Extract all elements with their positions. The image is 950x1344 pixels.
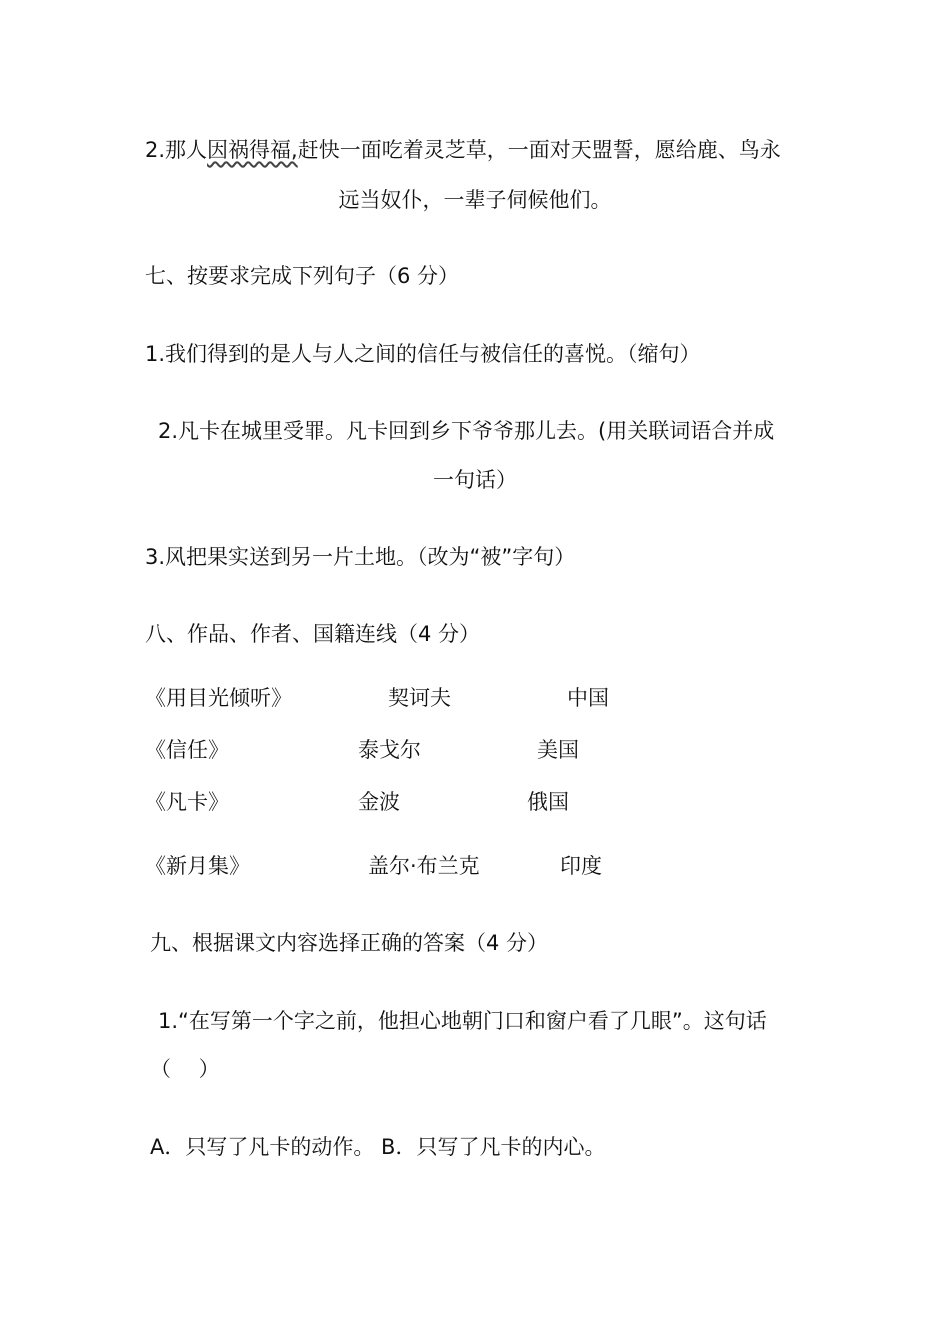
q7-item2-line2: 一句话） xyxy=(433,468,517,492)
q8-country: 俄国 xyxy=(527,790,569,814)
q9-item1-answer-blank: （ ） xyxy=(150,1057,220,1081)
q6-item2-post: 赶快一面吃着灵芝草，一面对天盟誓，愿给鹿、鸟永 xyxy=(297,138,781,162)
q8-work: 《凡卡》 xyxy=(145,790,229,814)
q8-work: 《信任》 xyxy=(145,738,229,762)
q7-heading: 七、按要求完成下列句子（6 分） xyxy=(145,264,460,288)
q8-heading: 八、作品、作者、国籍连线（4 分） xyxy=(145,622,481,646)
q6-item2-number: 2. xyxy=(145,138,166,162)
q8-author: 金波 xyxy=(358,790,400,814)
q7-item3: 3.风把果实送到另一片土地。（改为“被”字句） xyxy=(145,545,576,569)
q6-item2-pre: 那人 xyxy=(165,138,208,162)
q7-item1: 1.我们得到的是人与人之间的信任与被信任的喜悦。（缩句） xyxy=(145,342,701,366)
q6-item2-line1 xyxy=(145,136,781,164)
q9-heading: 九、根据课文内容选择正确的答案（4 分） xyxy=(150,931,549,955)
q6-item2-underlined-phrase: 因祸得福, xyxy=(207,138,298,162)
q7-item2-line1: 2.凡卡在城里受罪。凡卡回到乡下爷爷那儿去。(用关联词语合并成 xyxy=(158,419,775,443)
q8-work: 《用目光倾听》 xyxy=(145,686,292,710)
q8-author: 契诃夫 xyxy=(388,686,451,710)
q8-author: 泰戈尔 xyxy=(358,738,421,762)
q8-country: 印度 xyxy=(560,854,602,878)
q6-item2-line2: 远当奴仆，一辈子伺候他们。 xyxy=(338,188,612,212)
q8-country: 美国 xyxy=(537,738,579,762)
q9-item1-line1: 1.“在写第一个字之前，他担心地朝门口和窗户看了几眼”。这句话 xyxy=(158,1009,767,1033)
q8-author: 盖尔·布兰克 xyxy=(368,854,480,878)
q8-country: 中国 xyxy=(567,686,609,710)
q9-item1-options: A．只写了凡卡的动作。 B．只写了凡卡的内心。 xyxy=(150,1135,606,1159)
q8-work: 《新月集》 xyxy=(145,854,250,878)
